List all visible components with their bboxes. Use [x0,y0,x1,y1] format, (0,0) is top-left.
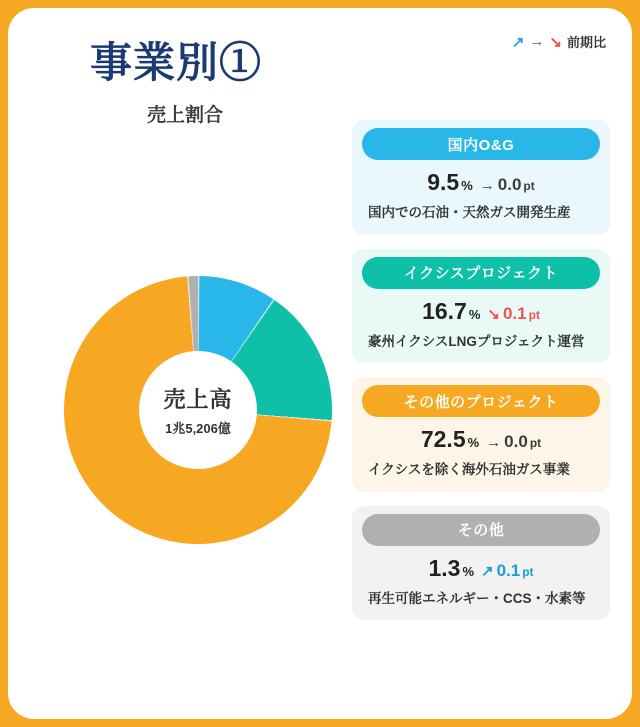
segment-delta-value: 0.0 [504,432,528,452]
segment-panel[interactable] [352,120,610,235]
segment-panel-stat [352,426,610,453]
segment-panel-stat [352,169,610,196]
content-card [8,8,632,719]
donut-center-label: 売上高 [163,387,233,412]
segment-share-value: 1.3 [428,554,461,581]
legend-note-label: 前期比 [566,35,606,50]
segment-panel-stat [352,555,610,582]
donut-center-value: 1兆5,206億 [165,421,231,436]
arrow-flat-icon: → [529,33,545,50]
segment-description: 豪州イクシスLNGプロジェクト運営 [368,333,585,349]
segment-panel-stat [352,298,610,325]
segment-description: イクシスを除く海外石油ガス事業 [368,462,570,478]
segment-description: 国内での石油・天然ガス開発生産 [368,205,571,220]
segment-share-unit: % [468,306,481,322]
segment-delta-unit: pt [528,307,540,322]
segment-delta-value: 0.1 [496,560,521,580]
segment-panel-title: 国内O&G [362,128,600,160]
segment-panels [352,120,610,634]
segment-delta-arrow-icon: → [486,434,502,452]
segment-panel[interactable] [352,249,610,364]
donut-chart [64,276,332,544]
segment-share-value: 72.5 [420,426,466,453]
segment-delta-arrow-icon: ↗ [481,562,494,580]
segment-delta-unit: pt [529,436,542,451]
donut-center [139,351,257,469]
segment-delta-unit: pt [523,179,535,193]
segment-panel[interactable] [352,506,610,621]
segment-delta-arrow-icon: ↘ [487,305,500,323]
segment-share-value: 16.7 [422,297,467,324]
page-subtitle: 売上割合 [147,105,224,126]
segment-panel-title: その他 [362,514,600,546]
segment-panel-title: イクシスプロジェクト [362,257,600,289]
page-title: 事業別① [90,39,263,86]
segment-panel[interactable] [352,377,610,492]
segment-share-unit: % [462,563,474,579]
segment-delta-arrow-icon: → [479,177,495,194]
segment-panel-title: その他のプロジェクト [362,385,600,417]
segment-share-unit: % [467,435,480,451]
arrow-down-icon: ↘ [549,33,562,51]
arrow-up-icon: ↗ [511,33,525,51]
segment-description: 再生可能エネルギー・CCS・水素等 [368,590,586,606]
segment-delta-value: 0.1 [502,303,527,323]
segment-share-unit: % [461,178,473,193]
segment-share-value: 9.5 [427,169,460,195]
segment-delta-unit: pt [522,564,534,579]
legend-note [512,32,606,51]
segment-delta-value: 0.0 [497,175,522,194]
